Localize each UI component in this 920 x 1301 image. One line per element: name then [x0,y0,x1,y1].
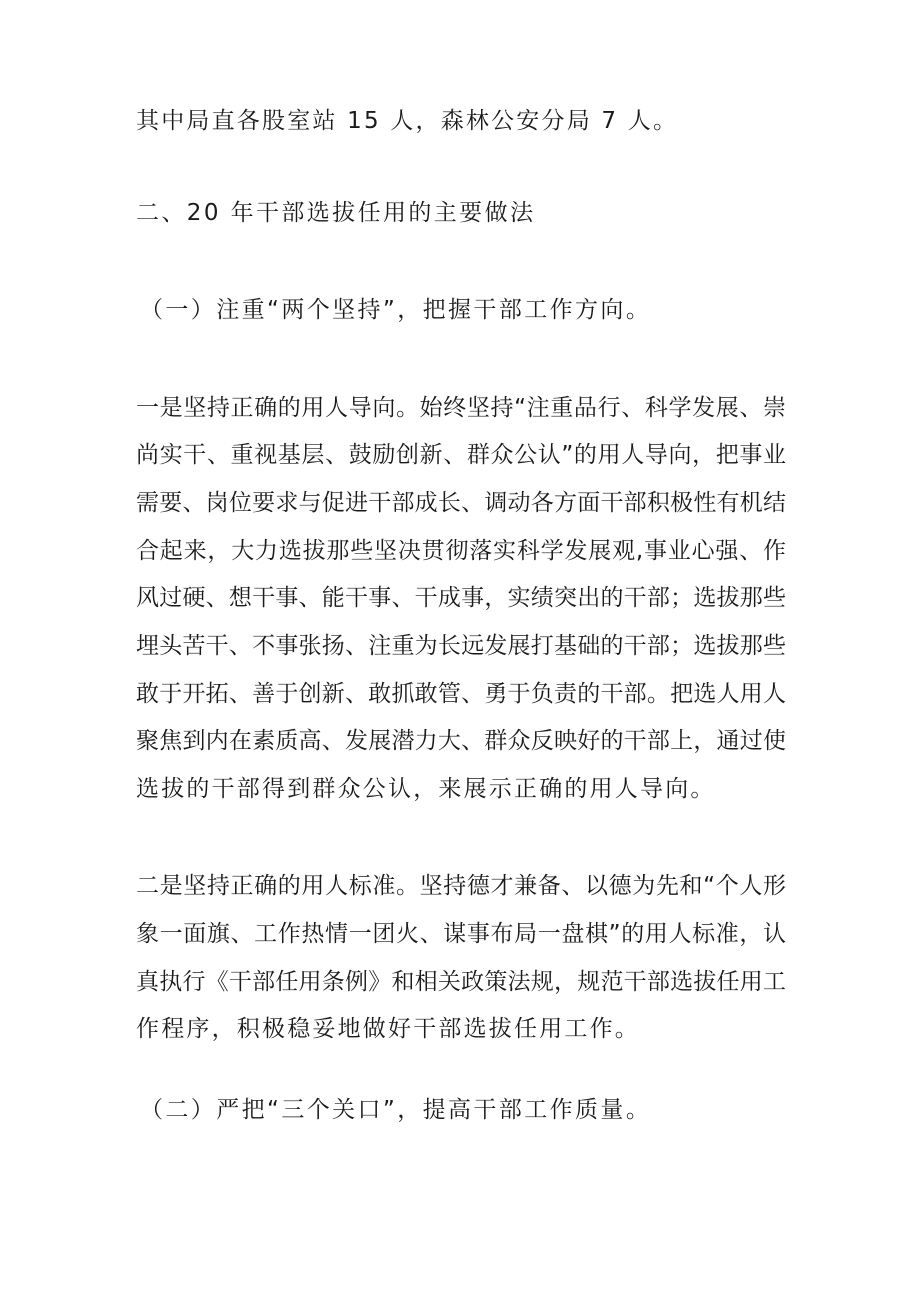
paragraph-line: 真执行《干部任用条例》和相关政策法规，规范干部选拔任用工 [136,969,786,995]
paragraph-line: 敢于开拓、善于创新、敢抓敢管、勇于负责的干部。把选人用人 [136,681,786,707]
paragraph-line: 选拔的干部得到群众公认，来展示正确的用人导向。 [136,776,716,802]
paragraph-line: 象一面旗、工作热情一团火、谋事布局一盘棋”的用人标准，认 [136,921,786,947]
section-heading: 二、20 年干部选拔任用的主要做法 [136,200,536,226]
paragraph-line: 需要、岗位要求与促进干部成长、调动各方面干部积极性有机结 [136,490,786,516]
paragraph-line: 风过硬、想干事、能干事、干成事，实绩突出的干部；选拔那些 [136,585,786,611]
paragraph-line: 聚焦到内在素质高、发展潜力大、群众反映好的干部上，通过使 [136,728,786,754]
paragraph-line: 合起来，大力选拔那些坚决贯彻落实科学发展观,事业心强、作 [136,538,786,564]
paragraph-line: 作程序，积极稳妥地做好干部选拔任用工作。 [136,1016,640,1042]
paragraph-line: 尚实干、重视基层、鼓励创新、群众公认”的用人导向，把事业 [136,442,786,468]
subsection-heading: （二）严把“三个关口”，提高干部工作质量。 [140,1097,652,1123]
paragraph-line: 一是坚持正确的用人导向。始终坚持“注重品行、科学发展、崇 [136,395,786,421]
subsection-heading: （一）注重“两个坚持”，把握干部工作方向。 [140,297,652,323]
paragraph-line: 其中局直各股室站 15 人，森林公安分局 7 人。 [136,108,679,134]
paragraph-line: 埋头苦干、不事张扬、注重为长远发展打基础的干部；选拔那些 [136,633,786,659]
paragraph-line: 二是坚持正确的用人标准。坚持德才兼备、以德为先和“个人形 [136,873,786,899]
